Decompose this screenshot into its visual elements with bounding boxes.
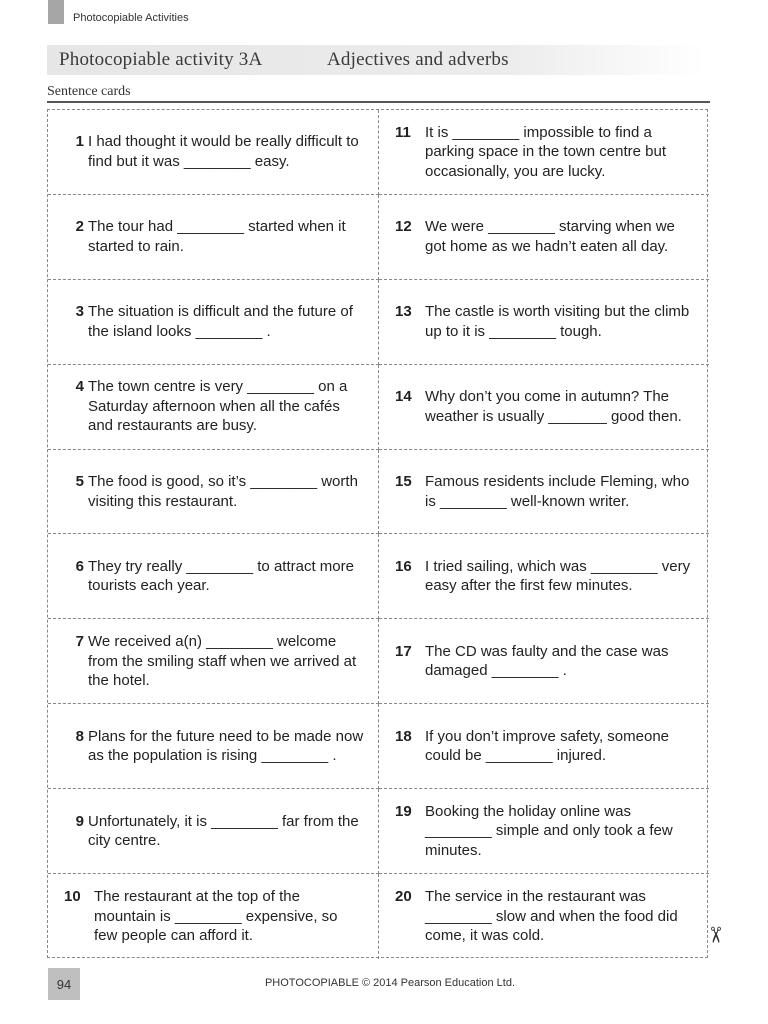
card-sentence: The CD was faulty and the case was damaged ________ .	[425, 642, 669, 680]
sentence-card	[379, 704, 709, 789]
card-sentence: The food is good, so it’s ________ worth visiting this restaurant.	[88, 473, 358, 510]
sentence-card	[379, 619, 709, 704]
sentence-card	[48, 195, 379, 280]
card-sentence: The restaurant at the top of the mountain is ________ expensive, so few people can afford it.	[94, 888, 338, 945]
sentence-card	[379, 110, 709, 195]
card-sentence: The situation is difficult and the future of the island looks ________ .	[88, 303, 353, 340]
sentence-card	[379, 534, 709, 619]
sentence-card	[48, 110, 379, 195]
card-number: 8	[75, 727, 84, 745]
section-heading: Sentence cards	[47, 84, 131, 99]
card-number: 15	[395, 473, 412, 490]
card-number: 12	[395, 218, 412, 236]
card-sentence: We received a(n) ________ welcome from the smiling staff when we arrived at the hotel.	[88, 633, 357, 690]
sentence-card	[48, 534, 379, 619]
sentence-card	[48, 789, 379, 874]
card-number: 20	[395, 888, 412, 906]
card-number: 1	[75, 133, 84, 151]
card-sentence: The town centre is very ________ on a Saturday afternoon when all the cafés and restaurants are busy.	[88, 378, 348, 435]
card-number: 5	[75, 473, 84, 490]
card-sentence: We were ________ starving when we got home as we hadn’t eaten all day.	[425, 218, 675, 255]
sentence-card	[48, 450, 379, 535]
card-number: 14	[395, 388, 412, 406]
activity-topic: Adjectives and adverbs	[327, 49, 509, 70]
card-number: 16	[395, 557, 412, 575]
sentence-card	[48, 704, 379, 789]
scissors-icon: ✂	[703, 925, 729, 945]
card-sentence: The tour had ________ started when it started to rain.	[88, 218, 346, 255]
card-number: 13	[395, 303, 412, 321]
page-number: 94	[48, 968, 80, 1000]
card-number: 9	[75, 812, 84, 830]
card-number: 2	[75, 218, 84, 236]
sentence-card	[48, 619, 379, 704]
card-sentence: I tried sailing, which was ________ very easy after the first few minutes.	[425, 557, 691, 595]
card-number: 10	[64, 888, 81, 906]
card-sentence: Plans for the future need to be made now as the population is rising ________ .	[88, 727, 364, 765]
card-number: 18	[395, 727, 412, 745]
sentence-card	[379, 450, 709, 535]
card-sentence: If you don’t improve safety, someone could be ________ injured.	[425, 727, 670, 765]
card-sentence: I had thought it would be really difficult to find but it was ________ easy.	[88, 133, 359, 170]
card-number: 11	[395, 123, 411, 141]
sentence-card	[379, 195, 709, 280]
card-sentence: Why don’t you come in autumn? The weather is usually _______ good then.	[425, 388, 682, 425]
card-number: 4	[75, 378, 84, 396]
card-sentence: It is ________ impossible to find a parking space in the town centre but occasionally, you are lucky.	[425, 123, 666, 180]
card-number: 7	[75, 633, 84, 651]
card-sentence: Famous residents include Fleming, who is ________ well-known writer.	[425, 473, 690, 510]
card-number: 3	[75, 303, 84, 321]
section-divider	[47, 101, 710, 103]
card-sentence: Unfortunately, it is ________ far from the city centre.	[88, 812, 359, 850]
sentence-card	[379, 874, 709, 959]
copyright-footer: PHOTOCOPIABLE © 2014 Pearson Education Ltd.	[264, 977, 516, 989]
card-sentence: Booking the holiday online was ________ simple and only took a few minutes.	[425, 802, 673, 859]
page-tab-marker	[48, 0, 64, 24]
sentence-card	[48, 365, 379, 450]
sentence-card	[48, 280, 379, 365]
sentence-card	[379, 789, 709, 874]
card-sentence: The service in the restaurant was ________ slow and when the food did come, it was cold.	[425, 888, 678, 945]
sentence-card	[48, 874, 379, 959]
card-number: 17	[395, 642, 412, 660]
sentence-card	[379, 280, 709, 365]
running-head: Photocopiable Activities	[73, 12, 189, 24]
title-bar	[47, 45, 705, 75]
card-number: 6	[75, 557, 84, 575]
card-sentence: The castle is worth visiting but the climb up to it is ________ tough.	[425, 303, 690, 340]
activity-title: Photocopiable activity 3A	[59, 49, 263, 70]
sentence-card-grid	[47, 109, 708, 958]
sentence-card	[379, 365, 709, 450]
card-sentence: They try really ________ to attract more tourists each year.	[88, 557, 354, 595]
card-number: 19	[395, 802, 412, 820]
